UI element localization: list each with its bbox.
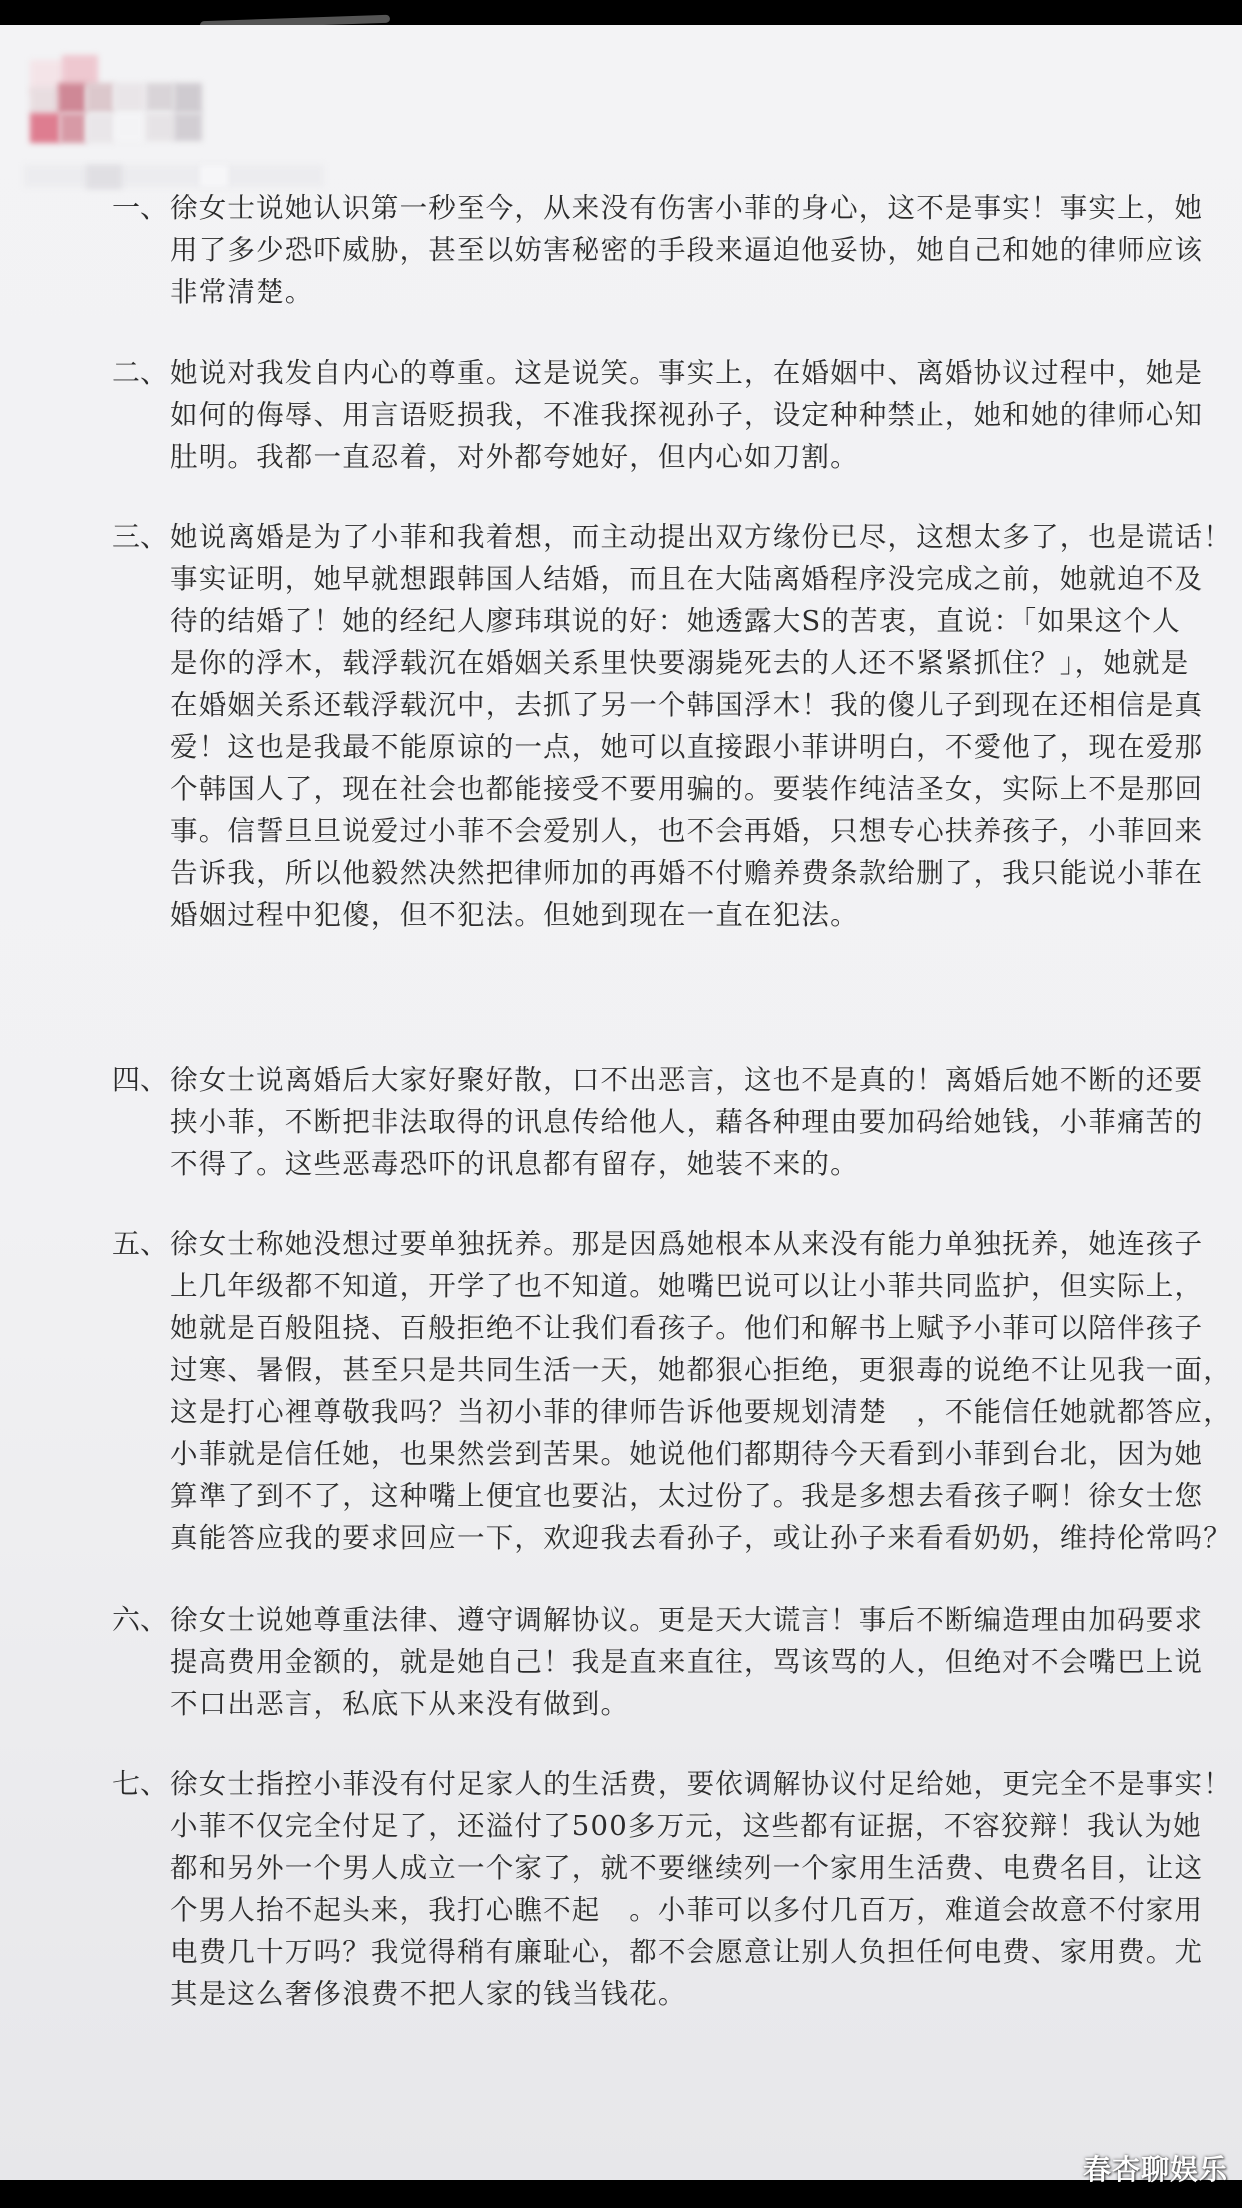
paragraph-line: 个男人抬不起头来，我打心瞧不起 。小菲可以多付几百万，难道会故意不付家用 <box>170 1894 1204 1926</box>
paragraph-line: 挟小菲，不断把非法取得的讯息传给他人，藉各种理由要加码给她钱，小菲痛苦的 <box>170 1106 1204 1138</box>
paragraph-line: 其是这么奢侈浪费不把人家的钱当钱花。 <box>170 1978 687 2010</box>
paragraph-line: 待的结婚了！她的经纪人廖玮琪说的好：她透露大S的苦衷，直说：「如果这个人 <box>170 605 1181 637</box>
paragraph-line: 不得了。这些恶毒恐吓的讯息都有留存，她装不来的。 <box>170 1148 859 1180</box>
top-black-bar <box>0 0 1242 25</box>
paragraph-line: 个韩国人了，现在社会也都能接受不要用骗的。要装作纯洁圣女，实际上不是那回 <box>170 773 1204 805</box>
paragraph-line: 小菲就是信任她，也果然尝到苦果。她说他们都期待今天看到小菲到台北，因为她 <box>170 1438 1204 1470</box>
paragraph-line: 如何的侮辱、用言语贬损我，不准我探视孙子，设定种种禁止，她和她的律师心知 <box>170 399 1204 431</box>
paragraph-number: 六、 <box>112 1603 169 1636</box>
paragraph-line: 真能答应我的要求回应一下，欢迎我去看孙子，或让孙子来看看奶奶，维持伦常吗？ <box>170 1522 1232 1554</box>
paragraph-line: 在婚姻关系还载浮载沉中，去抓了另一个韩国浮木！我的傻儿子到现在还相信是真 <box>170 689 1204 721</box>
paragraph-line: 告诉我，所以他毅然决然把律师加的再婚不付赡养费条款给删了，我只能说小菲在 <box>170 857 1204 889</box>
paragraph-number: 三、 <box>112 520 169 553</box>
paragraph-line: 爱！这也是我最不能原谅的一点，她可以直接跟小菲讲明白，不愛他了，现在爱那 <box>170 731 1204 763</box>
paragraph-line: 事实证明，她早就想跟韩国人结婚，而且在大陆离婚程序没完成之前，她就迫不及 <box>170 563 1204 595</box>
paragraph-line: 用了多少恐吓威胁，甚至以妨害秘密的手段来逼迫他妥协，她自己和她的律师应该 <box>170 234 1204 266</box>
bottom-black-bar <box>0 2180 1242 2208</box>
paragraph-line: 徐女士称她没想过要单独抚养。那是因爲她根本从来没有能力单独抚养，她连孩子 <box>170 1228 1204 1260</box>
paragraph-number: 五、 <box>112 1227 169 1260</box>
paragraph-line: 这是打心裡尊敬我吗？当初小菲的律师告诉他要规划清楚 ，不能信任她就都答应， <box>170 1396 1232 1428</box>
paragraph-number: 一、 <box>112 191 169 224</box>
paragraph-line: 上几年级都不知道，开学了也不知道。她嘴巴说可以让小菲共同监护，但实际上， <box>170 1270 1204 1302</box>
paragraph-line: 都和另外一个男人成立一个家了，就不要继续列一个家用生活费、电费名目，让这 <box>170 1852 1204 1884</box>
paragraph-number: 二、 <box>112 356 169 389</box>
paragraph-line: 小菲不仅完全付足了，还溢付了500多万元，这些都有证据，不容狡辩！我认为她 <box>170 1810 1202 1842</box>
watermark-text: 春杏聊娱乐 <box>1082 2153 1228 2186</box>
paragraph-line: 她说对我发自内心的尊重。这是说笑。事实上，在婚姻中、离婚协议过程中，她是 <box>170 357 1204 389</box>
paragraph-line: 是你的浮木，载浮载沉在婚姻关系里快要溺毙死去的人还不紧紧抓住？」，她就是 <box>170 647 1190 679</box>
paragraph-line: 徐女士说她认识第一秒至今，从来没有伤害小菲的身心，这不是事实！事实上，她 <box>170 192 1204 224</box>
paragraph-line: 徐女士说她尊重法律、遵守调解协议。更是天大谎言！事后不断编造理由加码要求 <box>170 1604 1204 1636</box>
paragraph-line: 她说离婚是为了小菲和我着想，而主动提出双方缘份已尽，这想太多了，也是谎话！ <box>170 521 1232 553</box>
paragraph-line: 徐女士指控小菲没有付足家人的生活费，要依调解协议付足给她，更完全不是事实！ <box>170 1768 1232 1800</box>
paragraph-line: 提高费用金额的，就是她自己！我是直来直往，骂该骂的人，但绝对不会嘴巴上说 <box>170 1646 1204 1678</box>
paragraph-line: 她就是百般阻挠、百般拒绝不让我们看孩子。他们和解书上赋予小菲可以陪伴孩子 <box>170 1312 1204 1344</box>
paragraph-line: 不口出恶言，私底下从来没有做到。 <box>170 1688 630 1720</box>
paragraph-line: 肚明。我都一直忍着，对外都夸她好，但内心如刀割。 <box>170 441 859 473</box>
paragraph-line: 电费几十万吗？我觉得稍有廉耻心，都不会愿意让别人负担任何电费、家用费。尤 <box>170 1936 1204 1968</box>
paragraph-line: 事。信誓旦旦说爱过小菲不会爱别人，也不会再婚，只想专心扶养孩子，小菲回来 <box>170 815 1204 847</box>
paragraph-line: 徐女士说离婚后大家好聚好散，口不出恶言，这也不是真的！离婚后她不断的还要 <box>170 1064 1204 1096</box>
paragraph-number: 七、 <box>112 1767 169 1800</box>
paragraph-number: 四、 <box>112 1063 169 1096</box>
paragraph-line: 过寒、暑假，甚至只是共同生活一天，她都狠心拒绝，更狠毒的说绝不让见我一面， <box>170 1354 1232 1386</box>
paragraph-line: 婚姻过程中犯傻，但不犯法。但她到现在一直在犯法。 <box>170 899 859 931</box>
paragraph-line: 非常清楚。 <box>170 276 314 308</box>
paragraph-line: 算準了到不了，这种嘴上便宜也要沾，太过份了。我是多想去看孩子啊！徐女士您 <box>170 1480 1204 1512</box>
document-page <box>0 25 1242 2180</box>
